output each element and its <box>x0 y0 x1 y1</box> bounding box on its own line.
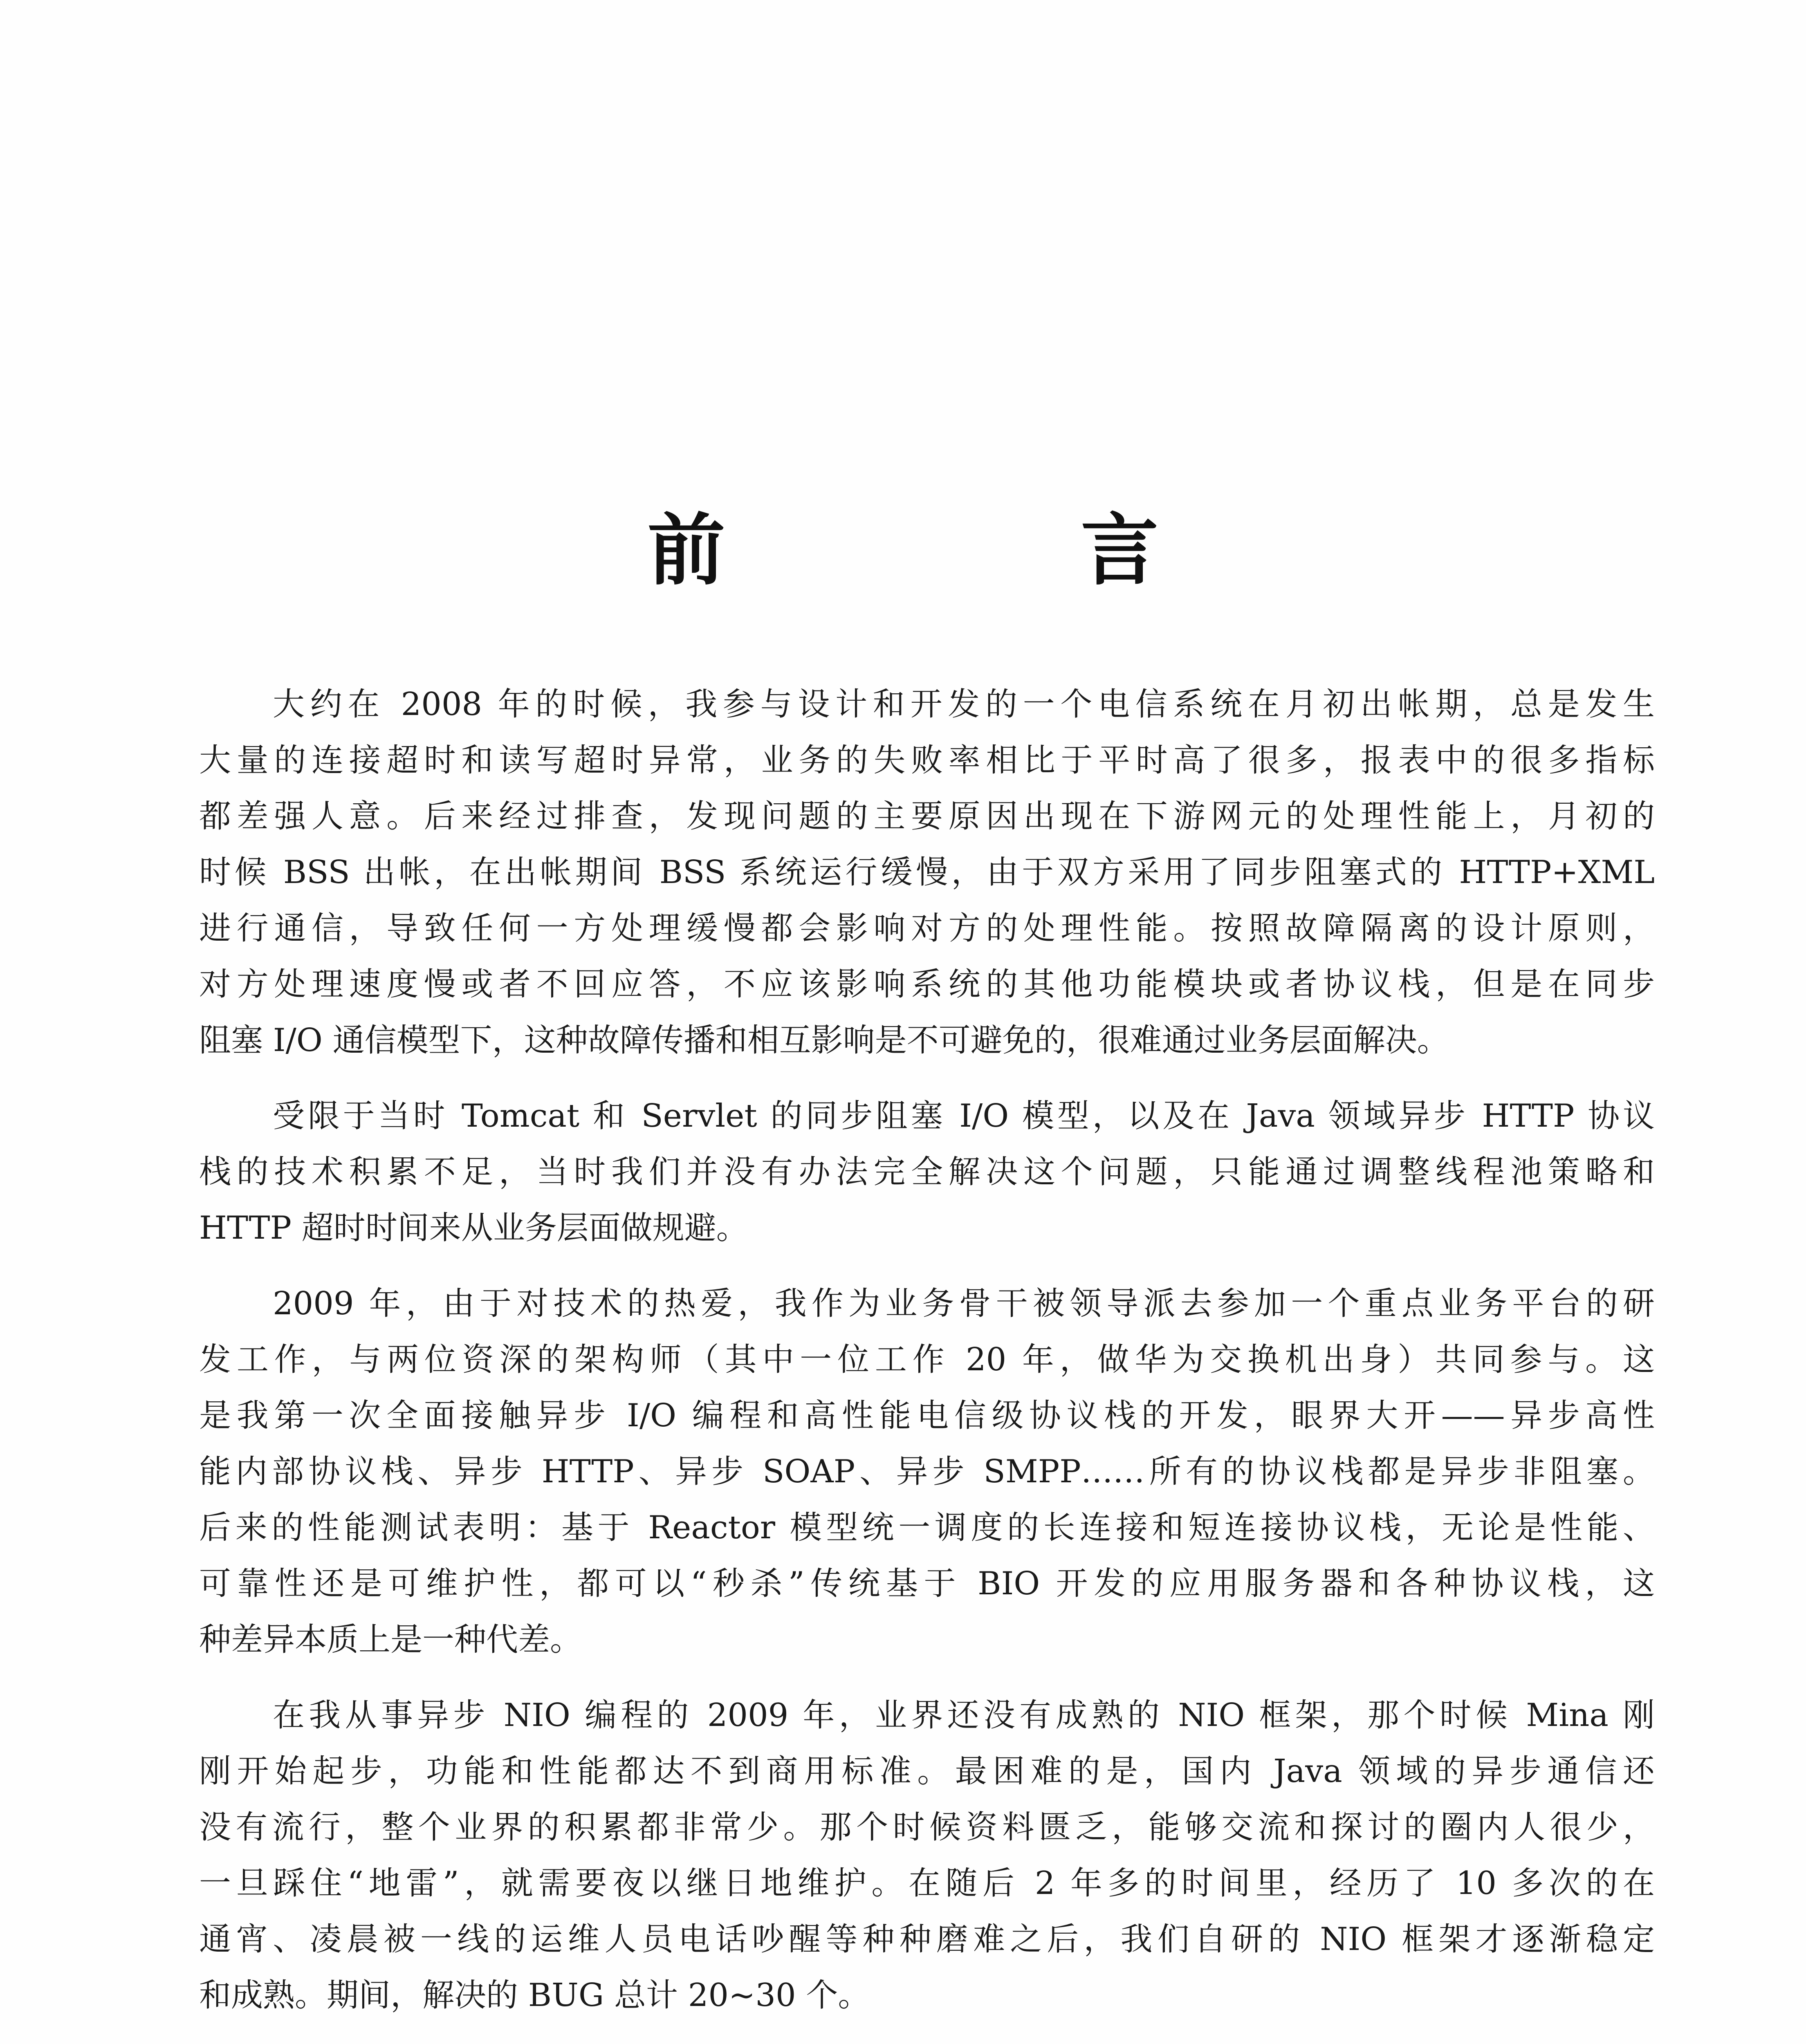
text-line: 刚开始起步，功能和性能都达不到商用标准。最困难的是，国内 Java 领域的异步通信还 <box>199 1753 1655 1790</box>
text-line: 时候 BSS 出帐，在出帐期间 BSS 系统运行缓慢，由于双方采用了同步阻塞式的 HTTP+XML <box>199 854 1655 891</box>
text-line: 栈的技术积累不足，当时我们并没有办法完全解决这个问题，只能通过调整线程池策略和 <box>199 1154 1655 1190</box>
text-line: 和成熟。期间，解决的 BUG 总计 20~30 个。 <box>199 1977 870 2014</box>
page-title: 前 言 <box>647 505 1298 596</box>
text-line: 能内部协议栈、异步 HTTP、异步 SOAP、异步 SMPP……所有的协议栈都是异步非阻塞。 <box>199 1453 1655 1490</box>
text-line: 通宵、凌晨被一线的运维人员电话吵醒等种种磨难之后，我们自研的 NIO 框架才逐渐稳定 <box>199 1921 1655 1958</box>
text-line: 都差强人意。后来经过排查，发现问题的主要原因出现在下游网元的处理性能上，月初的 <box>199 798 1655 835</box>
text-line: 发工作，与两位资深的架构师（其中一位工作 20 年，做华为交换机出身）共同参与。这 <box>199 1341 1655 1378</box>
text-line: HTTP 超时时间来从业务层面做规避。 <box>199 1210 748 1246</box>
text-line: 进行通信，导致任何一方处理缓慢都会影响对方的处理性能。按照故障隔离的设计原则， <box>199 910 1655 947</box>
text-line: 受限于当时 Tomcat 和 Servlet 的同步阻塞 I/O 模型，以及在 Java 领域异步 HTTP 协议 <box>273 1098 1655 1134</box>
text-line: 没有流行，整个业界的积累都非常少。那个时候资料匮乏，能够交流和探讨的圈内人很少， <box>199 1809 1655 1846</box>
text-line: 可靠性还是可维护性，都可以“秒杀”传统基于 BIO 开发的应用服务器和各种协议栈，这 <box>199 1565 1655 1602</box>
paragraph <box>199 677 1655 1069</box>
text-line: 是我第一次全面接触异步 I/O 编程和高性能电信级协议栈的开发，眼界大开——异步高性 <box>199 1397 1655 1434</box>
preface-body <box>199 677 1655 2024</box>
text-line: 一旦踩住“地雷”，就需要夜以继日地维护。在随后 2 年多的时间里，经历了 10 多次的在 <box>199 1865 1655 1902</box>
text-line: 后来的性能测试表明：基于 Reactor 模型统一调度的长连接和短连接协议栈，无论是性能、 <box>199 1509 1655 1546</box>
text-line: 对方处理速度慢或者不回应答，不应该影响系统的其他功能模块或者协议栈，但是在同步 <box>199 966 1655 1003</box>
paragraph <box>199 1276 1655 1668</box>
text-line: 种差异本质上是一种代差。 <box>199 1621 582 1658</box>
text-line: 2009 年，由于对技术的热爱，我作为业务骨干被领导派去参加一个重点业务平台的研 <box>273 1285 1655 1322</box>
paragraph <box>199 1088 1655 1256</box>
text-line: 大约在 2008 年的时候，我参与设计和开发的一个电信系统在月初出帐期，总是发生 <box>273 686 1655 723</box>
paragraph <box>199 1688 1655 2024</box>
text-line: 阻塞 I/O 通信模型下，这种故障传播和相互影响是不可避免的，很难通过业务层面解决。 <box>199 1022 1449 1059</box>
text-line: 在我从事异步 NIO 编程的 2009 年，业界还没有成熟的 NIO 框架，那个时候 Mina 刚 <box>273 1697 1655 1734</box>
text-line: 大量的连接超时和读写超时异常，业务的失败率相比于平时高了很多，报表中的很多指标 <box>199 742 1655 779</box>
